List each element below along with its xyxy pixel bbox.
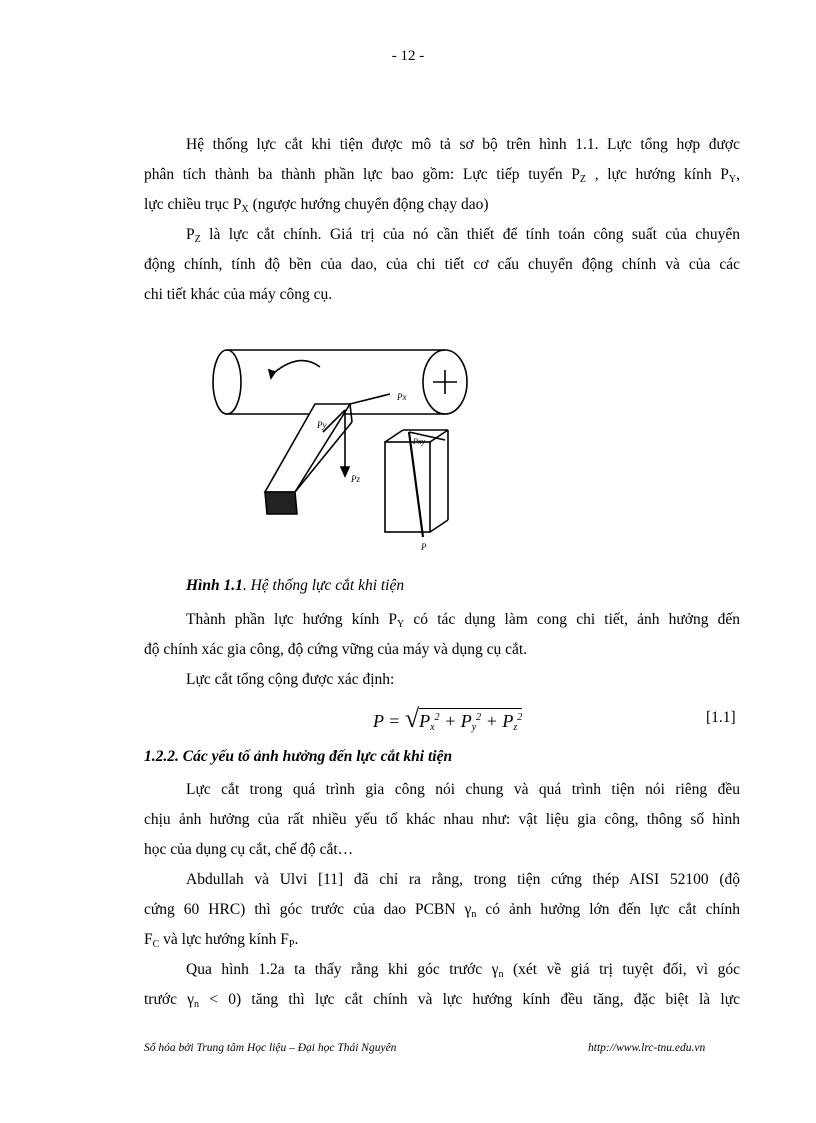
equation: $P = √P_x^2 + P_y^2 + P_z^2$ <box>373 704 523 733</box>
paragraph-1: Hệ thống lực cắt khi tiện được mô tả sơ bộ trên hình 1.1. Lực tổng hợp được phân tích thành ba thành phần lực bao gồm: Lực tiếp tuyến $P_Z$ , lực hướng kính $P_Y$, lực chiều trục $P_X$ (ngược hướng chuyển động chạy dao) $P_Z$ là lực cắt chính. Giá trị của nó cần thiết để tính toán công suất của chuyển động chính, tính độ bền của dao, của chi tiết cơ cấu chuyển động chính và của các chi tiết khác của máy công cụ. <box>144 130 740 310</box>
paragraph-3: Thành phần lực hướng kính $P_Y$ có tác dụng làm cong chi tiết, ảnh hưởng đến độ chính xác gia công, độ cứng vững của máy và dụng cụ cắt. Lực cắt tổng cộng được xác định: <box>144 605 740 695</box>
label-py: Py <box>317 420 327 430</box>
paragraph-5: Lực cắt trong quá trình gia công nói chung và quá trình tiện nói riêng đều chịu ảnh hưởng của rất nhiều yếu tố khác nhau như: vật liệu gia công, thông số hình học của dụng cụ cắt, chế độ cắt… Abdullah và Ulvi [11] đã chỉ ra rằng, trong tiện cứng thép AISI 52100 (độ cứng 60 HRC) thì góc trước của dao PCBN $\gamma_n$ có ảnh hưởng lớn đến lực cắt chính $F_C$ và lực hướng kính $F_P$. Qua hình 1.2a ta thấy rằng khi góc trước $\gamma_n$ (xét về giá trị tuyệt đối, vì góc trước $\gamma_n < 0$) tăng thì lực cắt chính và lực hướng kính đều tăng, đặc biệt là lực <box>144 781 741 1010</box>
label-pxy: Pxy <box>413 437 425 446</box>
cutting-force-figure <box>205 342 475 557</box>
footer-url[interactable]: http://www.lrc-tnu.edu.vn <box>588 1042 706 1054</box>
label-pz: Pz <box>351 474 360 484</box>
figure-caption: Hình 1.1. Hệ thống lực cắt khi tiện <box>186 577 405 594</box>
para4: Lực cắt tổng cộng được xác định: <box>186 671 395 688</box>
page-number: - 12 - <box>391 48 425 64</box>
label-p: P <box>421 542 427 552</box>
section-heading: 1.2.2. Các yếu tố ảnh hưởng đến lực cắt khi tiện <box>144 748 453 765</box>
equation-number: [1.1] <box>706 709 736 726</box>
footer-source: Số hóa bởi Trung tâm Học liệu – Đại học Thái Nguyên <box>144 1042 397 1054</box>
para1-line1: Hệ thống lực cắt khi tiện được mô tả sơ bộ trên hình 1.1. Lực tổng hợp được <box>186 136 740 153</box>
label-px: Px <box>397 392 407 402</box>
